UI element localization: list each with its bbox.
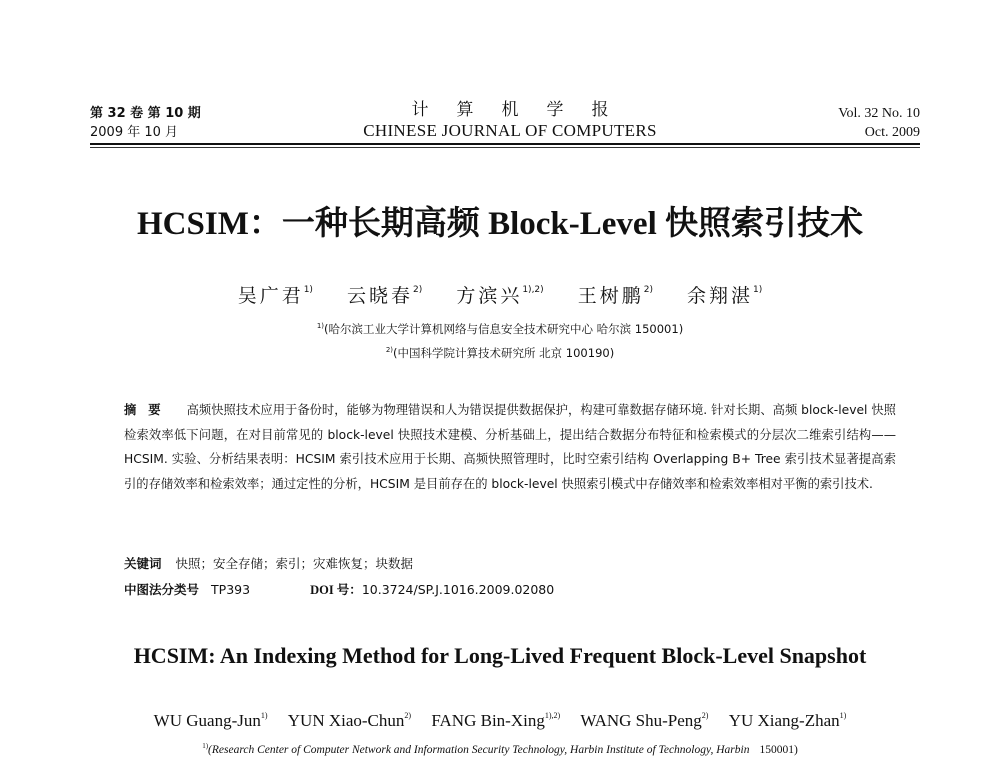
affiliation-zip: 150001) (759, 744, 798, 756)
date-cn: 2009 年 10 月 (90, 125, 179, 140)
author-en (580, 711, 708, 730)
running-header-center (300, 100, 720, 141)
author-name: 王树鹏 (577, 285, 644, 307)
affiliation-text: (Research Center of Computer Network and Information Security Technology, Harbin Institute of Technology, Harbin (208, 744, 750, 756)
paper-title-cn: HCSIM：一种长期高频 Block-Level 快照索引技术 (137, 206, 863, 242)
affiliation-cn-2 (0, 342, 1000, 361)
affil-mark: 1),2) (544, 711, 561, 720)
author-cn (238, 285, 313, 307)
header-rule-thin (90, 147, 920, 148)
journal-name-cn: 计算机学报 (411, 100, 637, 120)
author-en (154, 711, 268, 730)
author-name: 云晓春 (347, 285, 414, 307)
author-name: WANG Shu-Peng (580, 711, 702, 730)
author-cn (347, 285, 422, 307)
author-name: YUN Xiao-Chun (287, 711, 405, 730)
clc-value: TP393 (211, 582, 251, 597)
running-header-left (90, 104, 201, 142)
running-header-right (838, 104, 920, 142)
affil-mark: 1) (839, 711, 847, 720)
author-name: YU Xiang-Zhan (728, 711, 840, 730)
affil-mark: 2) (701, 711, 709, 720)
affil-mark: 2) (385, 346, 393, 354)
volume-issue-cn: 第 32 卷 第 10 期 (90, 106, 201, 121)
journal-name-en: CHINESE JOURNAL OF COMPUTERS (363, 121, 657, 140)
abstract-text: 高频快照技术应用于备份时，能够为物理错误和人为错误提供数据保护，构建可靠数据存储环境. 针对长期、高频 block-level 快照检索效率低下问题，在对目前常见的 block-level 快照技术建模、分析基础上，提出结合数据分布特征和检索模式的分层次二维索引结构——HCSIM. 实验、分析结果表明：HCSIM 索引技术应用于长期、高频快照管理时，比时空索引结构 Overlapping B+ Tree 索引技术显著提高索引的存储效率和检索效率；通过定性的分析，HCSIM 是目前存在的 block-level 快照索引模式中存储效率和检索效率相对平衡的索引技术. (124, 403, 896, 491)
affiliation-text: (中国科学院计算技术研究所 北京 100190) (393, 346, 615, 360)
author-cn (687, 285, 762, 307)
keywords-label: 关键词 (124, 556, 162, 571)
clc-label: 中图法分类号 (124, 582, 200, 597)
author-name: WU Guang-Jun (153, 711, 261, 730)
author-en (431, 711, 560, 730)
affiliation-en-1 (0, 738, 1000, 758)
affil-mark: 1) (202, 742, 209, 750)
author-list-en (0, 704, 1000, 733)
affil-mark: 1) (303, 285, 313, 295)
affiliation-cn-1 (0, 318, 1000, 337)
affil-mark: 2) (643, 285, 653, 295)
author-cn (456, 285, 543, 307)
affil-mark: 2) (404, 711, 412, 720)
author-list-cn (0, 276, 1000, 310)
author-cn (578, 285, 653, 307)
affil-mark: 1) (260, 711, 268, 720)
keywords (124, 554, 413, 574)
abstract-label: 摘要 (124, 403, 173, 417)
author-name: 方滨兴 (456, 285, 523, 307)
affiliation-text: (哈尔滨工业大学计算机网络与信息安全技术研究中心 哈尔滨 150001) (324, 322, 684, 336)
author-en (288, 711, 411, 730)
doi-value: 10.3724/SP.J.1016.2009.02080 (361, 582, 555, 597)
doi-label: DOI 号： (310, 583, 362, 597)
paper-title-en: HCSIM: An Indexing Method for Long-Lived Frequent Block-Level Snapshot (133, 643, 867, 668)
author-name: 吴广君 (237, 285, 304, 307)
affil-mark: 2) (413, 285, 423, 295)
affil-mark: 1) (316, 322, 324, 330)
volume-issue-en: Vol. 32 No. 10 (838, 106, 920, 121)
affil-mark: 1),2) (522, 285, 544, 295)
author-name: 余翔湛 (687, 285, 754, 307)
abstract (124, 398, 896, 496)
affil-mark: 1) (753, 285, 763, 295)
author-en (729, 711, 847, 730)
author-name: FANG Bin-Xing (431, 711, 545, 730)
keywords-text: 快照；安全存储；索引；灾难恢复；块数据 (175, 556, 414, 571)
date-en: Oct. 2009 (864, 125, 920, 140)
header-rule-thick (90, 143, 920, 145)
classification-line (124, 580, 554, 600)
